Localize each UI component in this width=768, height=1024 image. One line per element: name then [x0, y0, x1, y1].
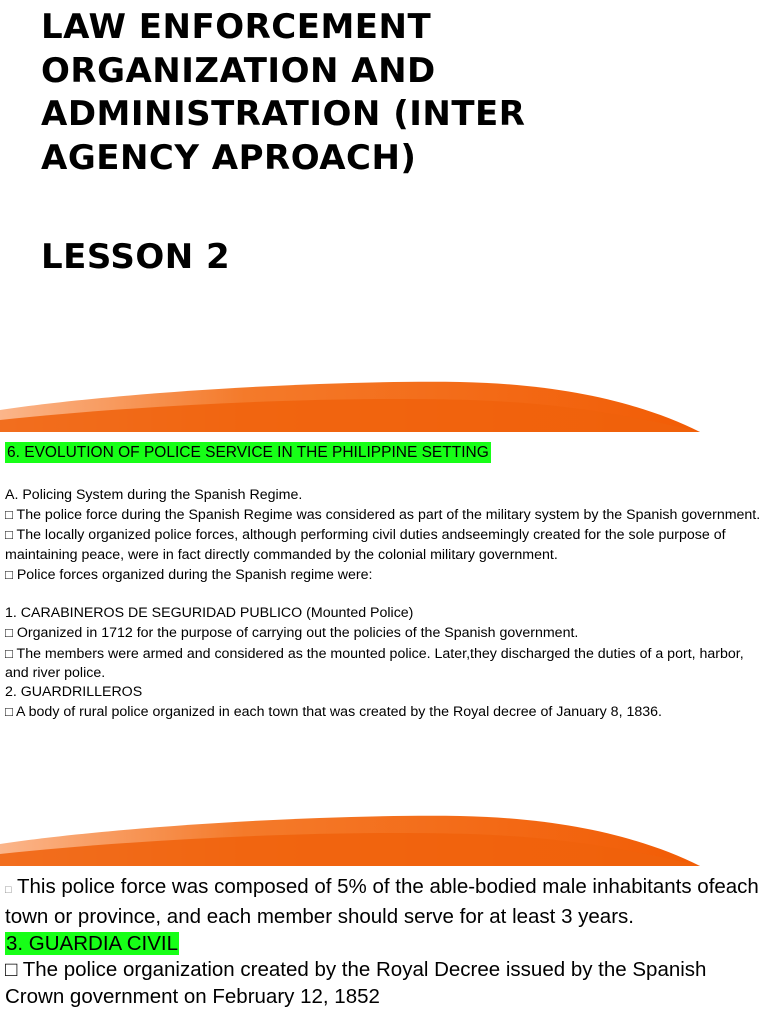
- bullet-item: □ Police forces organized during the Spanish regime were:: [5, 566, 373, 583]
- bullet-icon: □: [5, 625, 13, 641]
- section-body: [5, 486, 763, 722]
- paragraph-policing-system: A. Policing System during the Spanish Regime.: [5, 487, 303, 503]
- list-heading-carabineros: 1. CARABINEROS DE SEGURIDAD PUBLICO (Mounted Police): [5, 605, 414, 622]
- bullet-icon: □: [5, 507, 13, 523]
- document-title: [41, 6, 761, 180]
- lesson-label: LESSON 2: [41, 237, 231, 277]
- bullet-icon: □: [5, 566, 13, 582]
- bullet-item: □ The members were armed and considered as the mounted police. Later,they discharged the duties of a port, harbor, and river police.: [5, 645, 744, 681]
- title-line-3: ADMINISTRATION (INTER: [41, 94, 526, 134]
- bullet-item: □ Organized in 1712 for the purpose of carrying out the policies of the Spanish government.: [5, 625, 579, 642]
- bullet-icon: □: [5, 884, 12, 896]
- orange-wave-divider: [0, 372, 768, 434]
- orange-wave-divider: [0, 806, 768, 868]
- paragraph-composition: □ This police force was composed of 5% of the able-bodied male inhabitants ofeach town or province, and each member should serve for at least 3 years.: [5, 875, 759, 928]
- bullet-icon: □: [5, 527, 13, 543]
- list-heading-guardrilleros: 2. GUARDRILLEROS: [5, 684, 143, 701]
- bullet-item: □ The police force during the Spanish Regime was considered as part of the military system by the Spanish government.: [5, 507, 761, 524]
- bullet-icon: □: [5, 645, 13, 661]
- bullet-item: □ The police organization created by the Royal Decree issued by the Spanish Crown government on February 12, 1852: [5, 958, 707, 1009]
- title-line-2: ORGANIZATION AND: [41, 50, 436, 91]
- continuation-body: [5, 874, 765, 1011]
- title-line-1: LAW ENFORCEMENT: [41, 7, 432, 47]
- title-line-4: AGENCY APROACH): [41, 137, 417, 178]
- bullet-item: □ The locally organized police forces, although performing civil duties andseemingly created for the sole purpose of maintaining peace, were in fact directly commanded by the colonial military government.: [5, 527, 726, 563]
- bullet-icon: □: [5, 704, 13, 720]
- bullet-icon: □: [5, 958, 18, 982]
- section-heading-evolution: 6. EVOLUTION OF POLICE SERVICE IN THE PHILIPPINE SETTING: [7, 444, 489, 461]
- heading-guardia-civil: 3. GUARDIA CIVIL: [6, 931, 179, 955]
- bullet-item: □ A body of rural police organized in each town that was created by the Royal decree of January 8, 1836.: [5, 704, 662, 721]
